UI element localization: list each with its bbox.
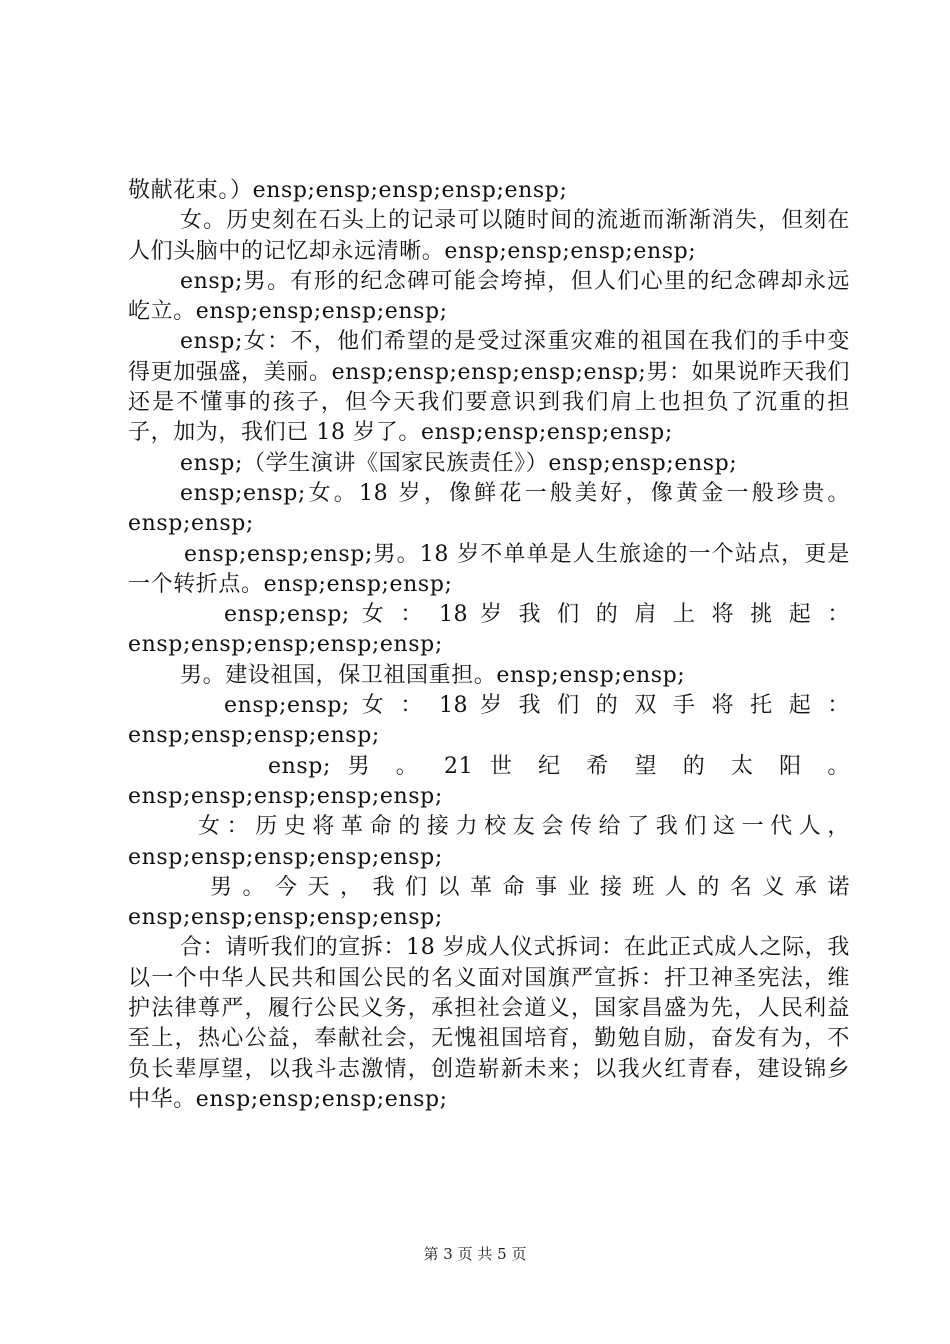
paragraph: ensp;（学生演讲《国家民族责任》）ensp;ensp;ensp; <box>180 450 738 476</box>
page-footer: 第 3 页 共 5 页 <box>423 1245 527 1263</box>
paragraph: 男。今天，我们以革命事业接班人的名义承诺ensp;ensp;ensp;ensp;ensp; <box>128 874 850 931</box>
paragraph: 敬献花束。）ensp;ensp;ensp;ensp;ensp; <box>128 178 568 203</box>
document-body <box>128 176 850 1115</box>
paragraph: ensp;女：不，他们希望的是受过深重灾难的祖国在我们的手中变得更加强盛，美丽。ensp;ensp;ensp;ensp;ensp;男：如果说昨天我们还是不懂事的孩子，但今天我们要意识到我们肩上也担负了沉重的担子，加为，我们已 18 岁了。ensp;ensp;ensp;ensp; <box>128 329 850 446</box>
paragraph: 合：请听我们的宣拆：18 岁成人仪式拆词：在此正式成人之际，我以一个中华人民共和国公民的名义面对国旗严宣拆：扞卫神圣宪法，维护法律尊严，履行公民义务，承担社会道义，国家昌盛为先，人民利益至上，热心公益，奉献社会，无愧祖国培育，勤勉自励，奋发有为，不负长辈厚望，以我斗志激情，创造崭新未来；以我火红青春，建设锦乡中华。ensp;ensp;ensp;ensp; <box>128 935 850 1112</box>
paragraph: ensp;ensp; 女 ： 18 岁 我 们 的 肩 上 将 挑 起 ：ensp;ensp;ensp;ensp;ensp; <box>128 602 850 658</box>
paragraph: ensp;ensp; 女 ： 18 岁 我 们 的 双 手 将 托 起 ：ensp;ensp;ensp;ensp; <box>128 693 850 749</box>
paragraph: 女：历史将革命的接力校友会传给了我们这一代人，ensp;ensp;ensp;ensp;ensp; <box>128 814 850 870</box>
paragraph: ensp;ensp;ensp;男。18 岁不单单是人生旅途的一个站点，更是一个转折点。ensp;ensp;ensp; <box>128 541 850 597</box>
paragraph: ensp; 男 。 21 世 纪 希 望 的 太 阳 。ensp;ensp;ensp;ensp;ensp; <box>128 753 850 809</box>
paragraph: 女。历史刻在石头上的记录可以随时间的流逝而渐渐消失，但刻在人们头脑中的记忆却永远清晰。ensp;ensp;ensp;ensp; <box>128 208 850 264</box>
paragraph: ensp;男。有形的纪念碑可能会垮掉，但人们心里的纪念碑却永远屹立。ensp;ensp;ensp;ensp; <box>128 268 850 325</box>
paragraph: 男。建设祖国，保卫祖国重担。ensp;ensp;ensp; <box>180 662 686 688</box>
paragraph: ensp;ensp;女。18 岁，像鲜花一般美好，像黄金一般珍贵。ensp;ensp; <box>128 480 850 537</box>
